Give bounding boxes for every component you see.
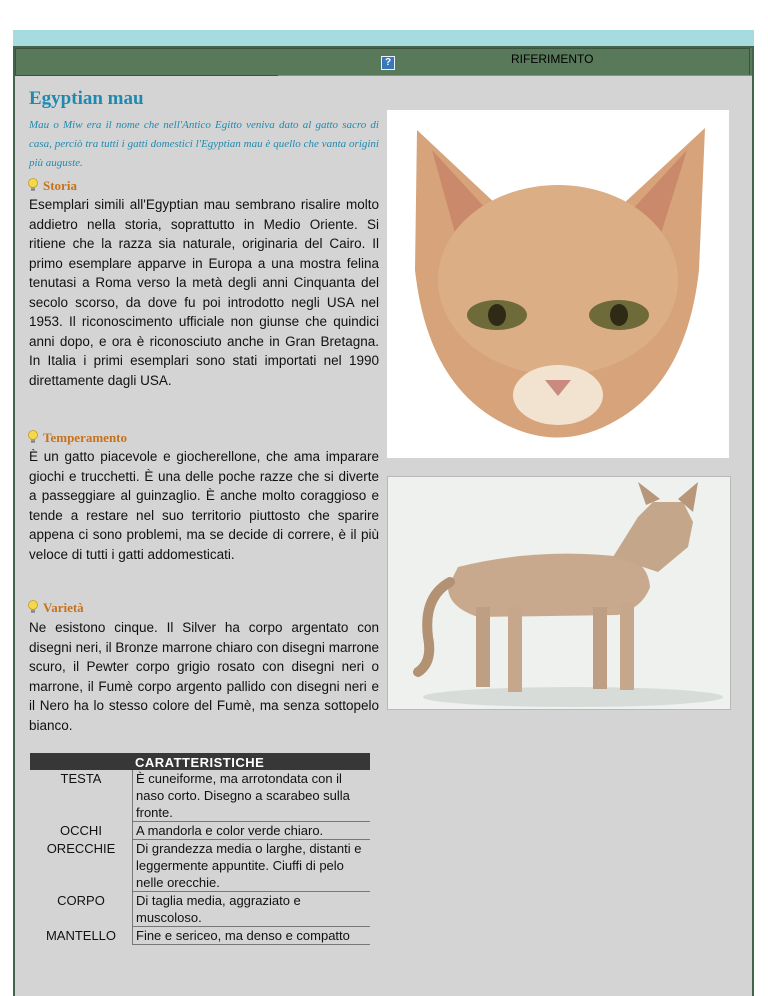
row-value: Di taglia media, aggraziato e muscoloso. [133,892,371,927]
row-key: TESTA [60,771,102,786]
section-text-varieta: Ne esistono cinque. Il Silver ha corpo argentato con disegni neri, il Bronze marrone chiaro con disegni marrone scuro, il Pewter corpo grigio rosato con disegni neri o marrone, il Fumè corpo argento pallido con disegni neri e il Nero ha lo stesso colore del Fumè, ma senza sottopelo bianco. [29,620,379,733]
row-value: Di grandezza media o larghe, distanti e leggermente appuntite. Ciuffi di pelo nelle orecchie. [133,840,371,892]
reference-link[interactable]: RIFERIMENTO [511,52,594,66]
lightbulb-icon [27,178,39,192]
row-key: OCCHI [60,822,102,838]
intro-text: Mau o Miw era il nome che nell'Antico Egitto veniva dato al gatto sacro di casa, perciò tra tutti i gatti domestici l'Egyptian mau è quello che vanta origini più auguste. [29,119,379,169]
section-heading-storia: Storia [27,178,77,194]
question-icon[interactable]: ? [381,56,395,70]
table-row [30,770,370,822]
section-text-temperamento: È un gatto piacevole e giocherellone, che ama imparare giochi e trucchetti. È una delle poche razze che si diverte a passeggiare al guinzaglio. È anche molto coraggioso e tende a restare nel suo territorio piuttosto che sparire appena ci sono problemi, ma se decide di correre, è il più veloce di tutti i gatti addomesticati. [29,449,379,562]
table-row [30,822,370,840]
lightbulb-icon [27,600,39,614]
header-bar [15,48,752,76]
characteristics-table [30,753,370,945]
row-value: È cuneiforme, ma arrotondata con il naso corto. Disegno a scarabeo sulla fronte. [133,770,371,822]
section-heading-temperamento: Temperamento [27,430,127,446]
table-row [30,927,370,945]
table-row [30,892,370,927]
row-key: ORECCHIE [46,840,116,856]
lightbulb-icon [27,430,39,444]
section-heading-varieta: Varietà [27,600,84,616]
content-frame [13,46,754,996]
table-row [30,840,370,892]
top-strip [13,30,754,46]
table-title: CARATTERISTICHE [30,753,370,770]
row-value: Fine e sericeo, ma denso e compatto [133,927,371,945]
standing-cat-photo [387,476,731,710]
row-key: MANTELLO [45,927,117,943]
page-title: Egyptian mau [29,88,144,109]
row-value: A mandorla e color verde chiaro. [133,822,371,840]
cat-head-photo [387,110,729,458]
row-key: CORPO [57,892,105,908]
section-text-storia: Esemplari simili all'Egyptian mau sembrano risalire molto addietro nella storia, soprattutto in Medio Oriente. Si ritiene che la razza sia naturale, originaria del Cairo. Il primo esemplare apparve in Europa a una mostra felina tenutasi a Roma verso la metà degli anni Cinquanta del secolo scorso, da dove fu poi introdotto negli USA nel 1953. Il riconoscimento ufficiale non giunse che quindici anni dopo, e ora è riconosciuto anche in Gran Bretagna. In Italia i primi esemplari sono stati importati nel 1990 direttamente dagli USA. [29,197,379,388]
